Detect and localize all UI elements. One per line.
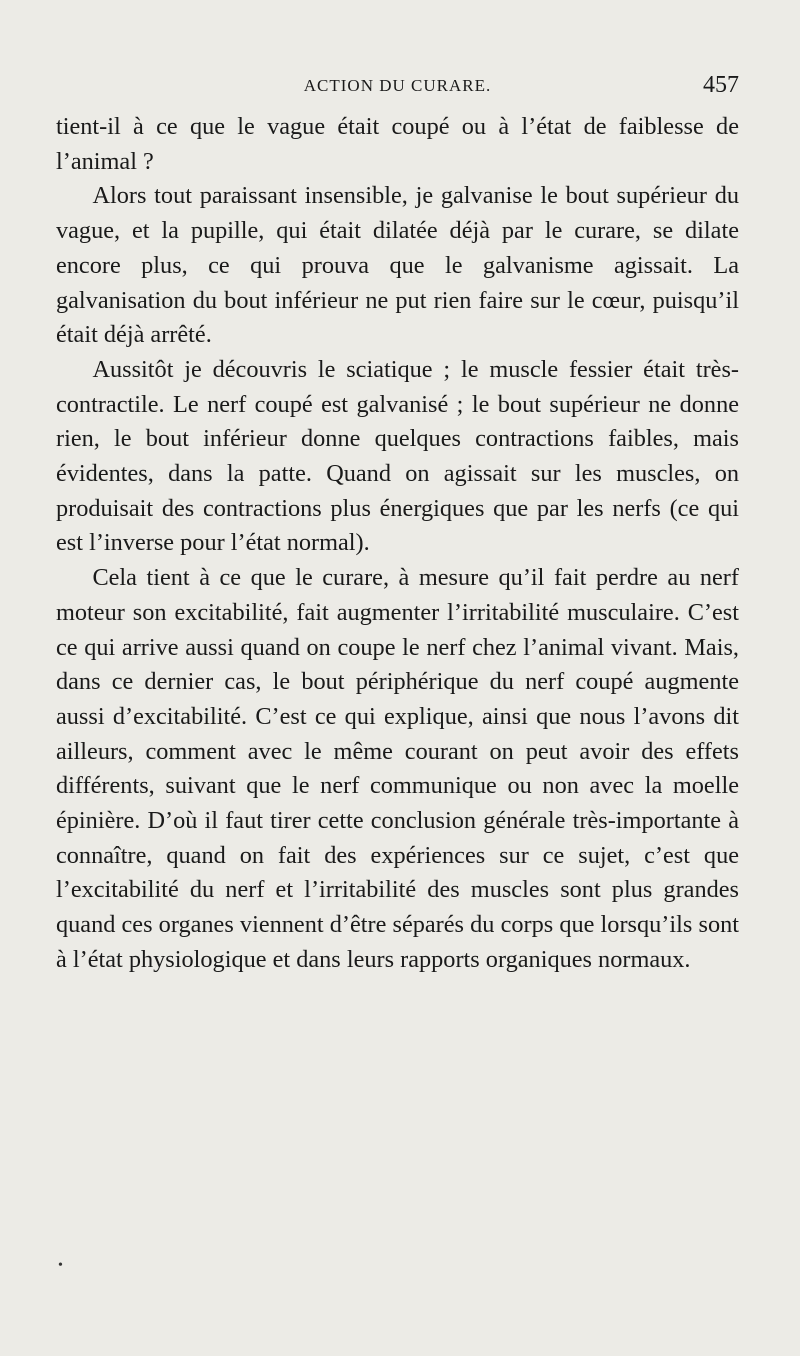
margin-mark: •: [58, 1258, 63, 1273]
paragraph: Cela tient à ce que le curare, à mesure qu’il fait perdre au nerf moteur son excitabilité, fait augmenter l’irritabilité musculaire. C’est ce qui arrive aussi quand on coupe le nerf chez l’animal vivant. Mais, dans ce dernier cas, le bout périphérique du nerf coupé augmente aussi d’excitabilité. C’est ce qui explique, ainsi que nous l’avons dit ailleurs, comment avec le même courant on peut avoir des effets différents, suivant que le nerf communique ou non avec la moelle épinière. D’où il faut tirer cette conclusion générale très-importante à connaître, quand on fait des expériences sur ce sujet, c’est que l’excitabilité du nerf et l’irritabilité des muscles sont plus grandes quand ces organes viennent d’être séparés du corps que lorsqu’ils sont à l’état physiologique et dans leurs rapports organiques normaux.: [56, 564, 739, 973]
paragraph-continued: tient-il à ce que le vague était coupé ou à l’état de faiblesse de l’animal ?: [56, 113, 739, 175]
paragraph: Alors tout paraissant insensible, je galvanise le bout supérieur du vague, et la pupille, qui était dilatée déjà par le curare, se dilate encore plus, ce qui prouva que le galvanisme agissait. La galvanisation du bout inférieur ne put rien faire sur le cœur, puisqu’il était déjà arrêté.: [56, 182, 739, 349]
running-title: ACTION DU CURARE.: [303, 76, 492, 95]
running-head: [56, 72, 739, 108]
body-text: [56, 110, 739, 978]
paragraph: Aussitôt je découvris le sciatique ; le muscle fessier était très-contractile. Le nerf coupé est galvanisé ; le bout supérieur ne donne rien, le bout inférieur donne quelques contractions faibles, mais évidentes, dans la patte. Quand on agissait sur les muscles, on produisait des contractions plus énergiques que par les nerfs (ce qui est l’inverse pour l’état normal).: [56, 355, 739, 557]
page-number: 457: [703, 72, 739, 98]
